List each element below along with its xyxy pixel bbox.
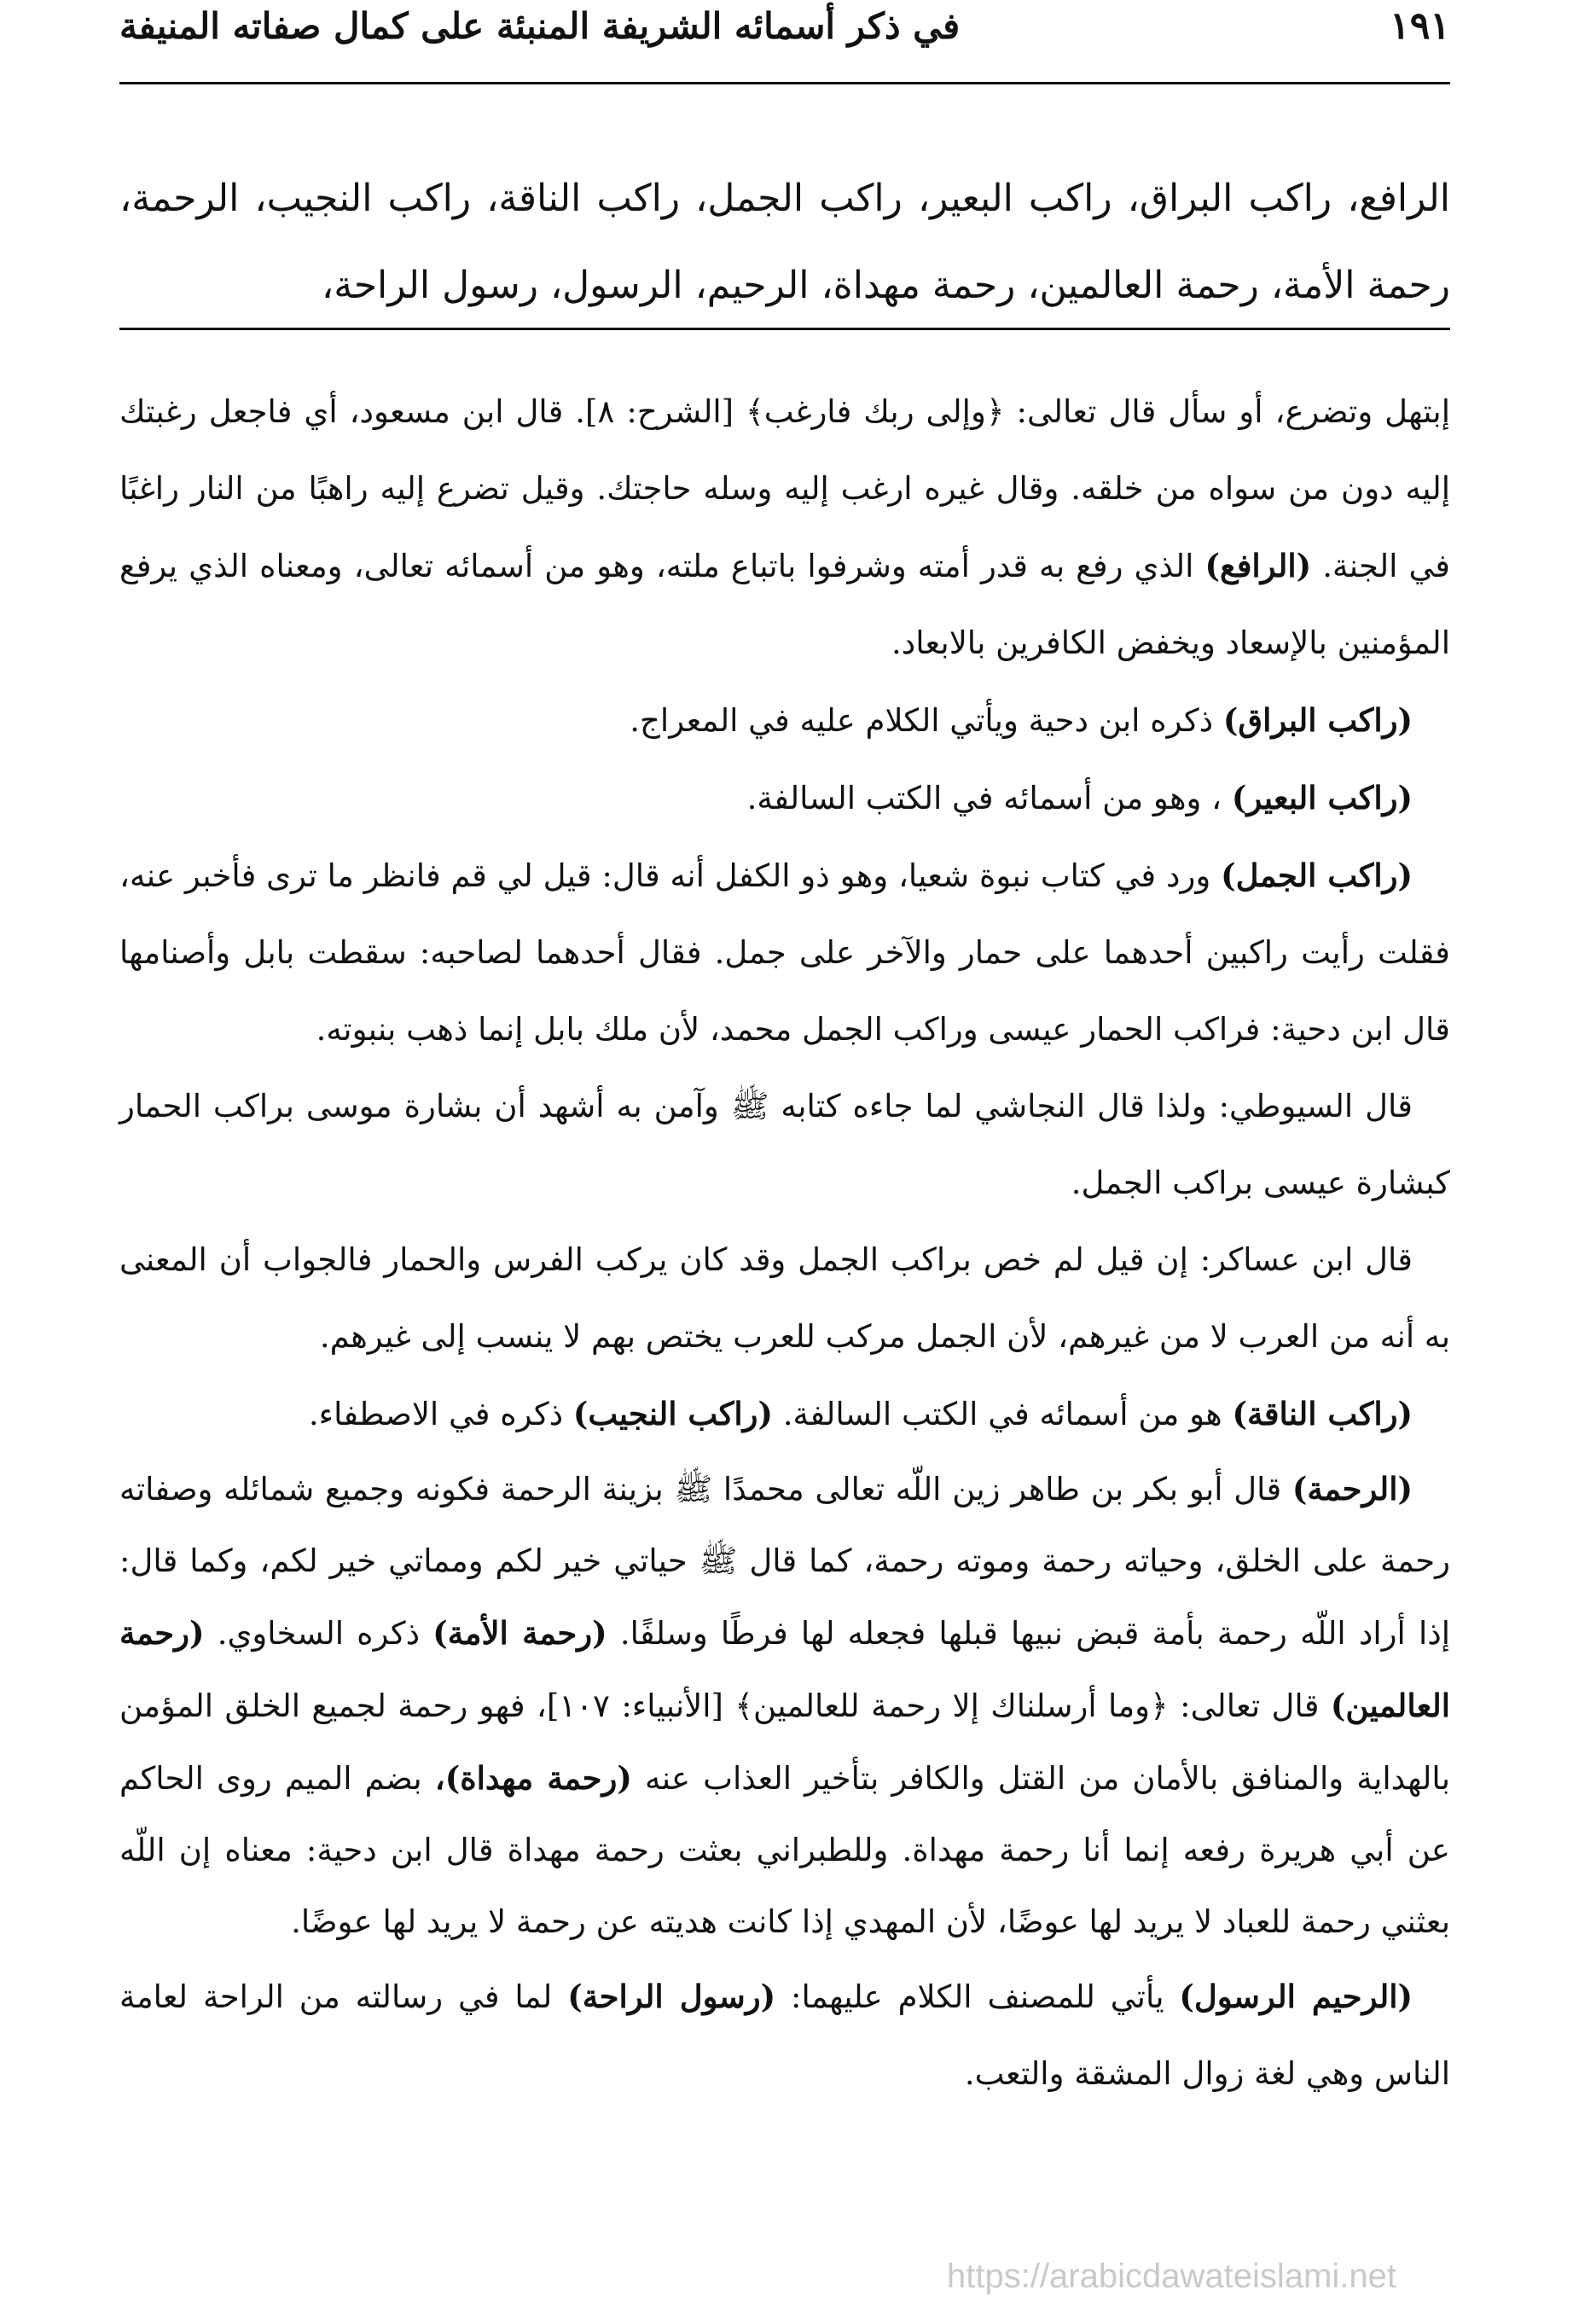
paragraph-text: ورد في كتاب نبوة شعيا، وهو ذو الكفل أنه قال: قيل لي قم فانظر ما ترى فأخبر عنه، فقلت رأيت راكبين أحدهما على حمار والآخر على جمل. فقال أحدهما لصاحبه: سقطت بابل وأصنامها قال ابن دحية: فراكب الحمار عيسى وراكب الجمل محمد، لأن ملك بابل إنما ذهب بنبوته. bbox=[119, 857, 1450, 1048]
paragraph-text: قال السيوطي: ولذا قال النجاشي لما جاءه كتابه ﷺ وآمن به أشهد أن بشارة موسى براكب الحمار كبشارة عيسى براكب الجمل. bbox=[119, 1088, 1450, 1201]
term-heading: (الرحمة) bbox=[1291, 1470, 1413, 1508]
paragraph-text: هو من أسمائه في الكتب السالفة. bbox=[782, 1396, 1222, 1432]
commentary-paragraph-7 bbox=[119, 1375, 1450, 1453]
term-heading: (راكب الجمل) bbox=[1221, 857, 1413, 894]
term-heading: (راكب الناقة) bbox=[1232, 1395, 1413, 1432]
paragraph-text: الذي رفع به قدر أمته وشرفوا باتباع ملته، وهو من أسمائه تعالى، ومعناه الذي يرفع المؤمنين بالإسعاد ويخفض الكافرين بالابعاد. bbox=[119, 548, 1450, 661]
commentary-paragraph-5 bbox=[119, 1068, 1450, 1222]
paragraph-text: قال ابن عساكر: إن قيل لم خص براكب الجمل وقد كان يركب الفرس والحمار فالجواب أن المعنى به أنه من العرب لا من غيرهم، لأن الجمل مركب للعرب يختص بهم لا ينسب إلى غيرهم. bbox=[119, 1241, 1450, 1355]
term-heading: (الرحيم الرسول) bbox=[1179, 1978, 1413, 2015]
term-heading: (راكب البعير) bbox=[1231, 779, 1413, 816]
paragraph-text: لما في رسالته من الراحة لعامة الناس وهي لغة زوال المشقة والتعب. bbox=[119, 1978, 1450, 2092]
commentary-paragraph-3 bbox=[119, 759, 1450, 837]
commentary-paragraph-9 bbox=[119, 1958, 1450, 2112]
watermark-url: https://arabicdawateislami.net bbox=[947, 2257, 1396, 2295]
term-heading: (رحمة مهداة)، bbox=[434, 1759, 632, 1797]
term-heading: (راكب النجيب) bbox=[572, 1395, 774, 1432]
paragraph-text: قال أبو بكر بن طاهر زين اللّه تعالى محمدًا ﷺ بزينة الرحمة فكونه وجميع شمائله وصفاته رحمة على الخلق، وحياته رحمة وموته رحمة، كما قال ﷺ حياتي خير لكم ومماتي خير لكم، وكما قال: إذا أراد اللّه رحمة بأمة قبض نبيها قبلها فجعله لها فرطًا وسلفًا. bbox=[119, 1471, 1451, 1652]
paragraph-text: ، وهو من أسمائه في الكتب السالفة. bbox=[746, 780, 1222, 816]
header-divider bbox=[119, 82, 1450, 84]
page-number: ١٩١ bbox=[1390, 3, 1450, 48]
paragraph-text: ذكره ابن دحية ويأتي الكلام عليه في المعراج. bbox=[630, 702, 1214, 739]
main-text: الرافع، راكب البراق، راكب البعير، راكب الجمل، راكب الناقة، راكب النجيب، الرحمة، رحمة الأمة، رحمة العالمين، رحمة مهداة، الرحيم، الرسول، رسول الراحة، bbox=[119, 177, 1450, 307]
commentary-paragraph-8 bbox=[119, 1453, 1450, 1958]
term-heading: (الرافع) bbox=[1204, 547, 1312, 584]
paragraph-text: إبتهل وتضرع، أو سأل قال تعالى: ﴿وإلى ربك فارغب﴾ [الشرح: ٨]. قال ابن مسعود، أي فاجعل رغبتك إليه دون من سواه من خلقه. وقال غيره ارغب إليه وسله حاجتك. وقيل تضرع إليه راهبًا من النار راغبًا في الجنة. bbox=[119, 393, 1450, 584]
commentary-divider bbox=[119, 328, 1450, 330]
commentary-paragraph-4 bbox=[119, 837, 1450, 1068]
term-heading: (رحمة العالمين) bbox=[119, 1614, 1451, 1724]
running-title: في ذكر أسمائه الشريفة المنبئة على كمال صفاته المنيفة bbox=[119, 4, 961, 47]
running-header bbox=[119, 0, 1450, 51]
commentary-paragraph-6 bbox=[119, 1222, 1450, 1375]
paragraph-text: يأتي للمصنف الكلام عليهما: bbox=[791, 1978, 1164, 2015]
commentary-section bbox=[119, 374, 1450, 2112]
paragraph-text: قال تعالى: ﴿وما أرسلناك إلا رحمة للعالمين﴾ [الأنبياء: ١٠٧]، فهو رحمة لجميع الخلق المؤمن بالهداية والمنافق بالأمان من القتل والكافر بتأخير العذاب عنه bbox=[119, 1688, 1450, 1797]
commentary-paragraph-2 bbox=[119, 682, 1450, 759]
term-heading: (رسول الراحة) bbox=[567, 1978, 776, 2015]
commentary-paragraph-1 bbox=[119, 374, 1450, 682]
paragraph-text: ذكره في الاصطفاء. bbox=[308, 1396, 564, 1432]
term-heading: (راكب البراق) bbox=[1222, 701, 1413, 739]
paragraph-text: ذكره السخاوي. bbox=[217, 1615, 421, 1652]
term-heading: (رحمة الأمة) bbox=[432, 1614, 607, 1652]
paragraph-text: بضم الميم روى الحاكم عن أبي هريرة رفعه إنما أنا رحمة مهداة. وللطبراني بعثت رحمة مهداة قال ابن دحية: معناه إن اللّه بعثني رحمة للعباد لا يريد لها عوضًا، لأن المهدي إذا كانت هديته عن رحمة لا يريد لها عوضًا. bbox=[119, 1760, 1450, 1940]
